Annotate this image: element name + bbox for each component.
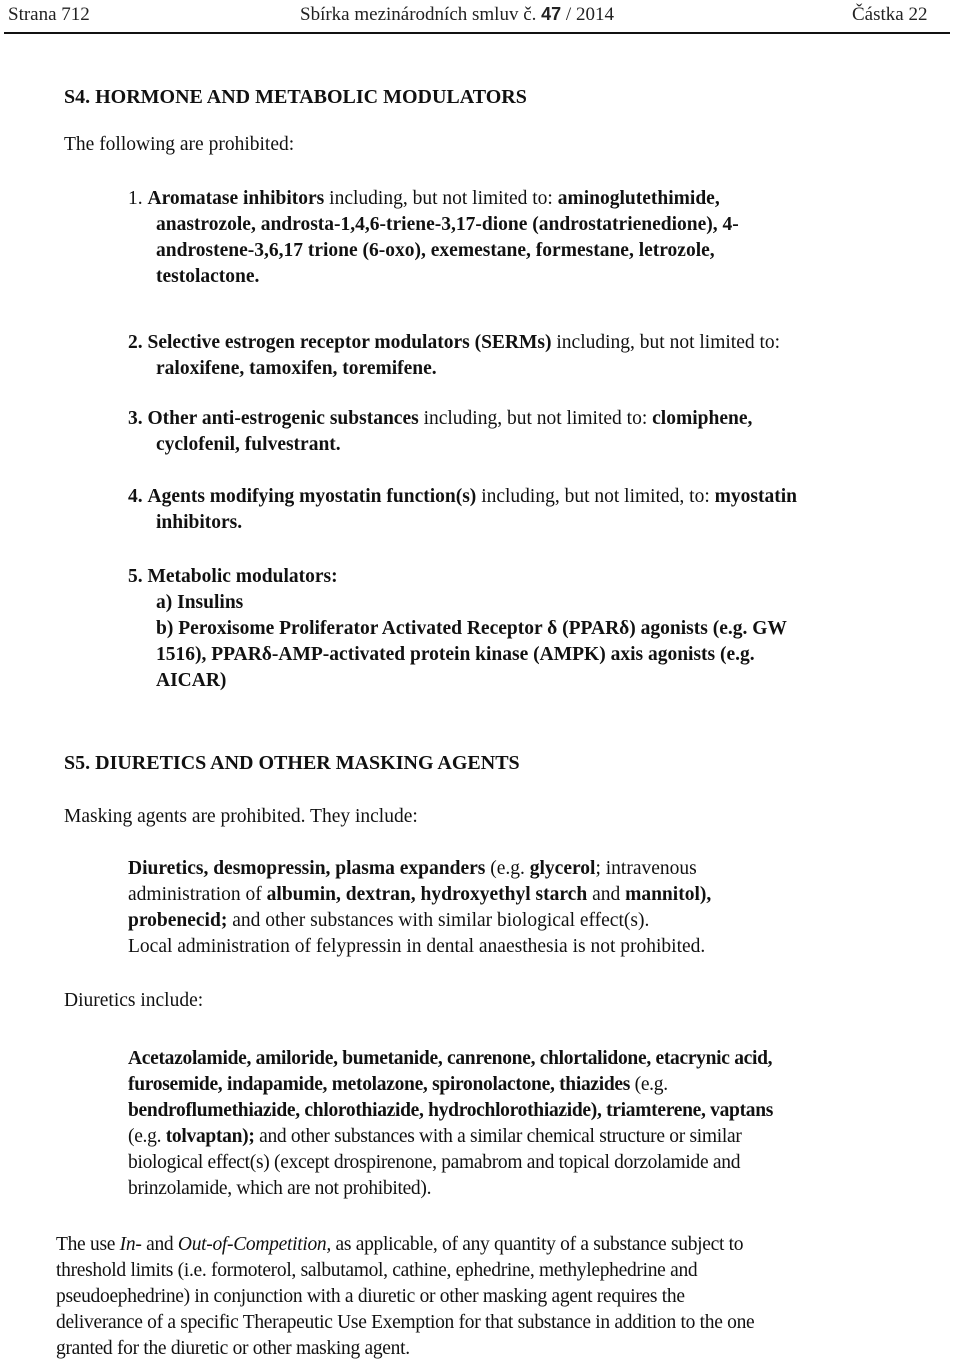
final-l1-e: as applicable, of any quantity of a substance subject to [330,1234,744,1255]
item-4-line2: inhibitors. [156,512,243,533]
masking-l2-b: albumin, dextran, hydroxyethyl starch [266,884,588,905]
item-4-lead: Agents modifying myostatin function(s) [147,486,477,507]
masking-l1-bold: Diuretics, desmopressin, plasma expanders [128,858,486,879]
s4-item-5 [128,564,928,694]
diuretics-l2-tail: (e.g. [630,1074,668,1095]
item-4-mid: including, but not limited, to: [476,486,715,507]
diuretics-intro: Diuretics include: [64,990,204,1011]
page-header [0,0,960,32]
collection-number: 47 [541,4,562,24]
s5-intro: Masking agents are prohibited. They include: [64,806,418,827]
item-1-line2: anastrozole, androsta-1,4,6-triene-3,17-dione (androstatrienedione), 4- [156,214,739,235]
header-divider [4,32,950,34]
final-l5: granted for the diuretic or other masking agent. [56,1338,410,1359]
part-number: Částka 22 [852,4,928,25]
s4-item-4 [128,484,938,536]
final-l2: threshold limits (i.e. formoterol, salbutamol, cathine, ephedrine, methylephedrine and [56,1260,698,1281]
item-2-mid: including, but not limited to: [551,332,781,353]
item-5-b-line3: AICAR) [156,670,227,691]
final-l4: deliverance of a specific Therapeutic Use Exemption for that substance in addition to the one [56,1312,755,1333]
item-5-number: 5. [128,566,143,587]
item-1-line3: androstene-3,6,17 trione (6-oxo), exemestane, formestane, letrozole, [156,240,715,261]
s4-item-3 [128,406,928,458]
item-2-number: 2. [128,332,143,353]
item-5-b-line2: 1516), PPARδ-AMP-activated protein kinase (AMPK) axis agonists (e.g. [156,644,755,665]
masking-l3-tail: and other substances with similar biological effect(s). [227,910,650,931]
masking-l4: Local administration of felypressin in dental anaesthesia is not prohibited. [128,936,706,957]
masking-l1-bold2: glycerol [529,858,596,879]
diuretics-l4-a: (e.g. [128,1126,166,1147]
final-l1-c: and [141,1234,178,1255]
item-1-line4: testolactone. [156,266,260,287]
masking-agents-block [128,856,938,960]
item-3-number: 3. [128,408,143,429]
diuretics-l4-c: and other substances with a similar chemical structure or similar [254,1126,742,1147]
item-3-lead: Other anti-estrogenic substances [147,408,419,429]
item-5-b-line1: b) Peroxisome Proliferator Activated Receptor δ (PPARδ) agonists (e.g. GW [156,618,787,639]
item-3-line2: cyclofenil, fulvestrant. [156,434,341,455]
collection-prefix: Sbírka mezinárodních smluv č. [300,4,537,25]
diuretics-block [128,1046,948,1202]
masking-l1-mid: (e.g. [485,858,530,879]
item-4-number: 4. [128,486,143,507]
s4-intro: The following are prohibited: [64,134,295,155]
item-5-lead: Metabolic modulators: [147,566,338,587]
masking-l3-bold: probenecid; [128,910,228,931]
s4-heading: S4. HORMONE AND METABOLIC MODULATORS [64,86,527,108]
item-1-mid: including, but not limited to: [324,188,558,209]
final-l1-in: In- [119,1234,142,1255]
item-2-line2: raloxifene, tamoxifen, toremifene. [156,358,437,379]
diuretics-l6: brinzolamide, which are not prohibited). [128,1178,432,1199]
diuretics-l3: bendroflumethiazide, chlorothiazide, hydrochlorothiazide), triamterene, vaptans [128,1100,774,1121]
item-1-line1-bold: aminoglutethimide, [557,188,720,209]
final-paragraph [56,1232,946,1362]
item-4-tail: myostatin [714,486,797,507]
final-l1-out: Out-of-Competition, [177,1234,331,1255]
item-1-lead: Aromatase inhibitors [147,188,325,209]
page-number: Strana 712 [8,4,90,25]
masking-l2-c: and [587,884,626,905]
item-5-a: a) Insulins [156,592,244,613]
s4-item-1 [128,186,928,290]
masking-l2-d: mannitol), [625,884,712,905]
final-l3: pseudoephedrine) in conjunction with a diuretic or other masking agent requires the [56,1286,685,1307]
masking-l1-tail: ; intravenous [595,858,697,879]
diuretics-l2-bold: furosemide, indapamide, metolazone, spironolactone, thiazides [128,1074,631,1095]
diuretics-l1: Acetazolamide, amiloride, bumetanide, canrenone, chlortalidone, etacrynic acid, [128,1048,773,1069]
item-2-lead: Selective estrogen receptor modulators (SERMs) [147,332,552,353]
diuretics-l5: biological effect(s) (except drospirenone, pamabrom and topical dorzolamide and [128,1152,741,1173]
masking-l2-a: administration of [128,884,267,905]
item-3-tail: clomiphene, [652,408,753,429]
diuretics-l4-b: tolvaptan); [165,1126,255,1147]
final-l1-a: The use [56,1234,120,1255]
item-3-mid: including, but not limited to: [418,408,653,429]
collection-title [300,4,614,26]
item-1-number: 1. [128,188,143,209]
s5-heading: S5. DIURETICS AND OTHER MASKING AGENTS [64,752,520,774]
collection-year: / 2014 [565,4,614,25]
s4-item-2 [128,330,928,382]
